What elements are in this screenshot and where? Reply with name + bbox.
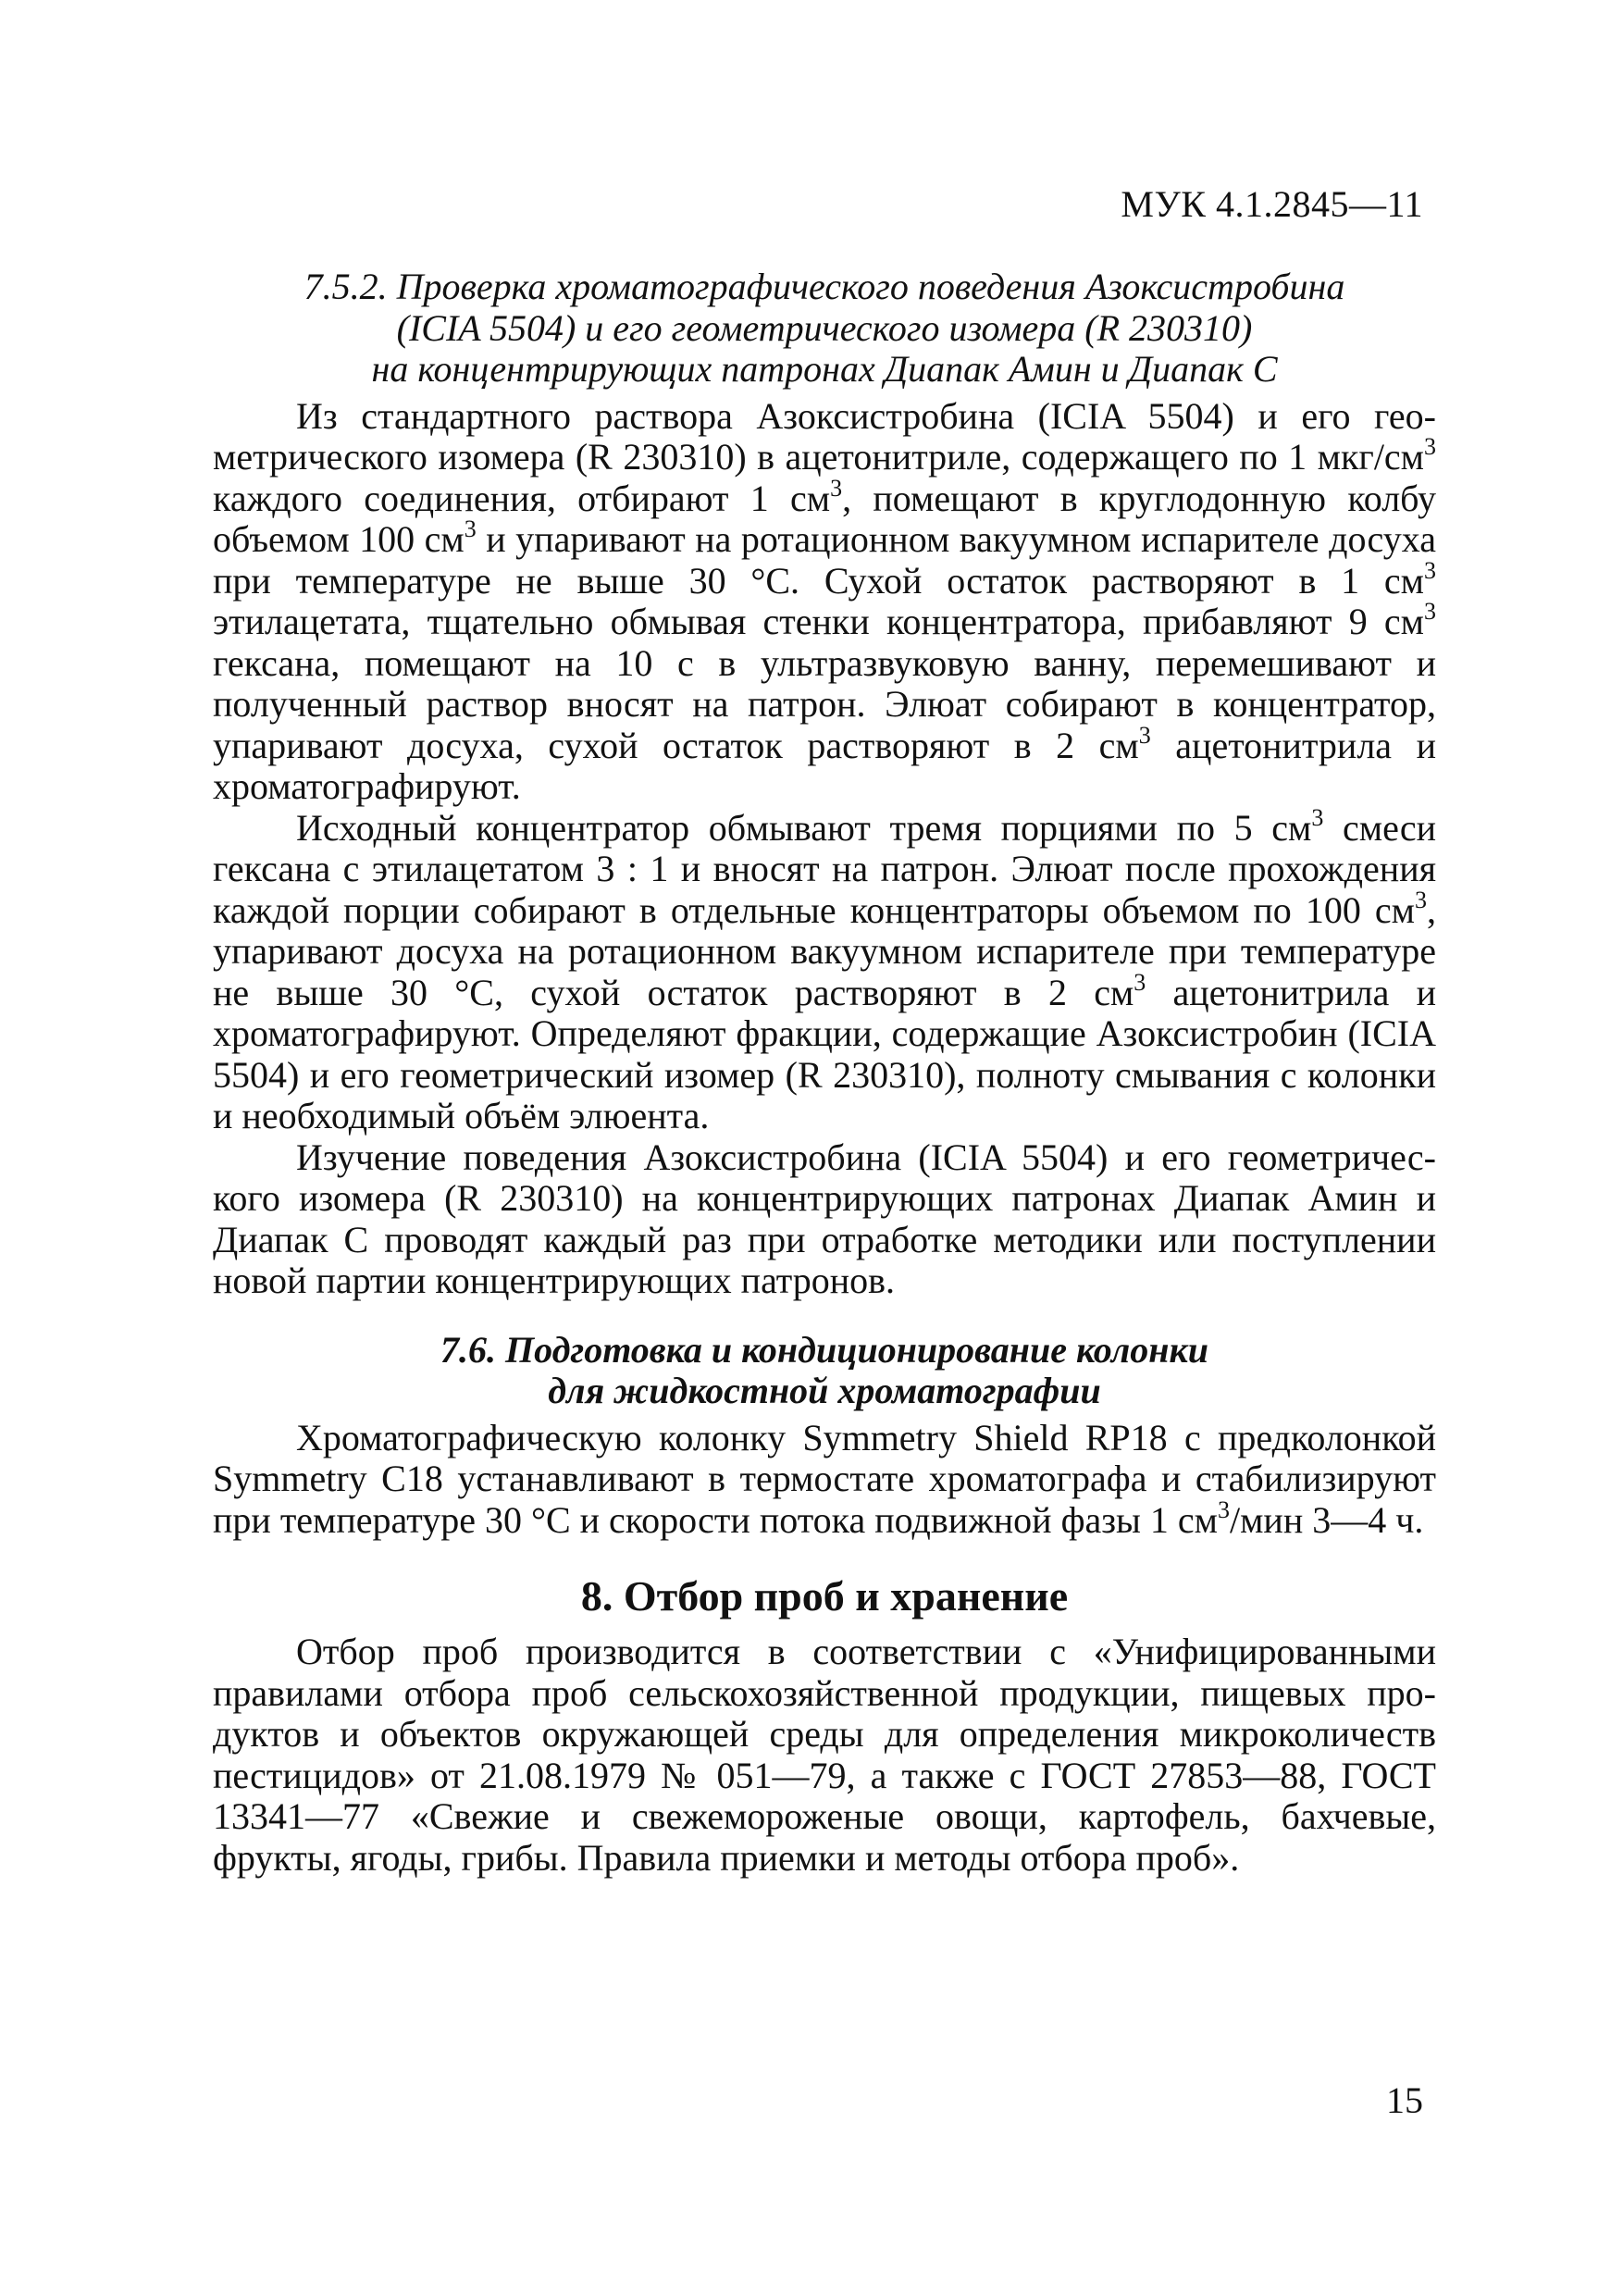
superscript: 3 [1424, 598, 1436, 625]
document-code: МУК 4.1.2845—11 [1121, 183, 1423, 225]
paragraph-sampling: Отбор проб производится в соответствии с «Унифицированными правилами отбора проб сельскохозяйственной продукции, пищевых продуктов и объектов окружающей среды для определения микроколичеств пестицидов» от 21.08.1979 № 051—79, а также с ГОСТ 27853—88, ГОСТ 13341—77 «Свежие и свежемороженые овощи, картофель, бахчевые, фрукты, ягоды, грибы. Правила приемки и методы отбора проб». [213, 1631, 1436, 1879]
text-run: Хроматографическую колонку Symmetry Shield RP18 с предколонкой Symmetry C18 устанавливают в термостате хроматографа и стабилизируют при температуре 30 °С и скорости потока подвижной фазы 1 см [213, 1416, 1436, 1541]
text-run: /мин 3—4 ч. [1230, 1498, 1424, 1541]
subsection-heading-7-6 [213, 1330, 1436, 1412]
paragraph-sample-preparation [213, 396, 1436, 808]
paragraph-study-note: Изучение поведения Азоксистробина (ICIA 5504) и его геометрического изомера (R 230310) на концентрирующих патронах Диапак Амин и Диапак С проводят каждый раз при отработке методики или поступлении новой партии концентрирующих патронов. [213, 1136, 1436, 1301]
heading-line: для жидкостной хроматографии [548, 1370, 1101, 1411]
page-content [213, 267, 1436, 1879]
text-run: этилацетата, тщательно обмывая стенки концентратора, прибавляют 9 см [213, 601, 1424, 642]
superscript: 3 [1424, 556, 1436, 584]
section-heading-8: 8. Отбор проб и хранение [580, 1572, 1069, 1620]
text-run: Из стандартного раствора Азоксистробина (ICIA 5504) и его геометрического изомера (R 230310) в ацетонитриле, содержащего по 1 мкг/см [213, 394, 1436, 478]
heading-line: на концентрирующих патронах Диапак Амин и Диапак С [371, 348, 1278, 390]
page-number: 15 [1386, 2079, 1423, 2121]
superscript: 3 [464, 515, 477, 542]
superscript: 3 [1424, 433, 1436, 460]
superscript: 3 [1415, 886, 1427, 913]
text-run: , упаривают досуха на ротационном вакуумном испарителе при температуре не выше 30 °С, сухой остаток растворяют в 2 см [213, 888, 1436, 1013]
superscript: 3 [1134, 968, 1146, 996]
text-run: гексана, помещают на 10 с в ультразвуковую ванну, перемешивают и полученный раствор вносят на патрон. Элюат собирают в концентратор, упаривают досуха, сухой остаток растворяют в 2 см [213, 641, 1436, 766]
text-run: Исходный концентратор обмывают тремя порциями по 5 см [296, 806, 1312, 849]
text-run: ацетонитрила и хроматографируют. Определяют фракции, содержащие Азоксистробин (ICIA 5504) и его геометрический изомер (R 230310), полноту смывания с колонки и необходимый объём элюента. [213, 971, 1436, 1136]
superscript: 3 [1311, 803, 1324, 831]
superscript: 3 [830, 474, 843, 502]
heading-line: 7.6. Подготовка и кондиционирование колонки [440, 1328, 1208, 1371]
heading-line: 7.5.2. Проверка хроматографического поведения Азоксистробина [304, 266, 1345, 307]
superscript: 3 [1218, 1496, 1230, 1523]
paragraph-column-conditioning [213, 1418, 1436, 1542]
text-run: , помещают в круглодонную колбу объемом 100 см [213, 477, 1436, 560]
text-run: смеси гексана с этилацетатом 3 : 1 и вносят на патрон. Элюат после прохождения каждой порции собирают в отдельные концентраторы объемом по 100 см [213, 806, 1436, 931]
paragraph-elution [213, 803, 1436, 1137]
superscript: 3 [1138, 721, 1151, 749]
text-run: и упаривают на ротационном вакуумном испарителе досуха при температуре не выше 30 °С. Сухой остаток растворяют в 1 см [213, 518, 1436, 602]
text-run: ацетонитрила и хроматографируют. [213, 724, 1436, 807]
text-run: каждого соединения, отбирают 1 см [213, 477, 831, 519]
heading-line: (ICIA 5504) и его геометрического изомера (R 230310) [396, 306, 1253, 349]
subsection-heading-7-5-2 [213, 267, 1436, 391]
